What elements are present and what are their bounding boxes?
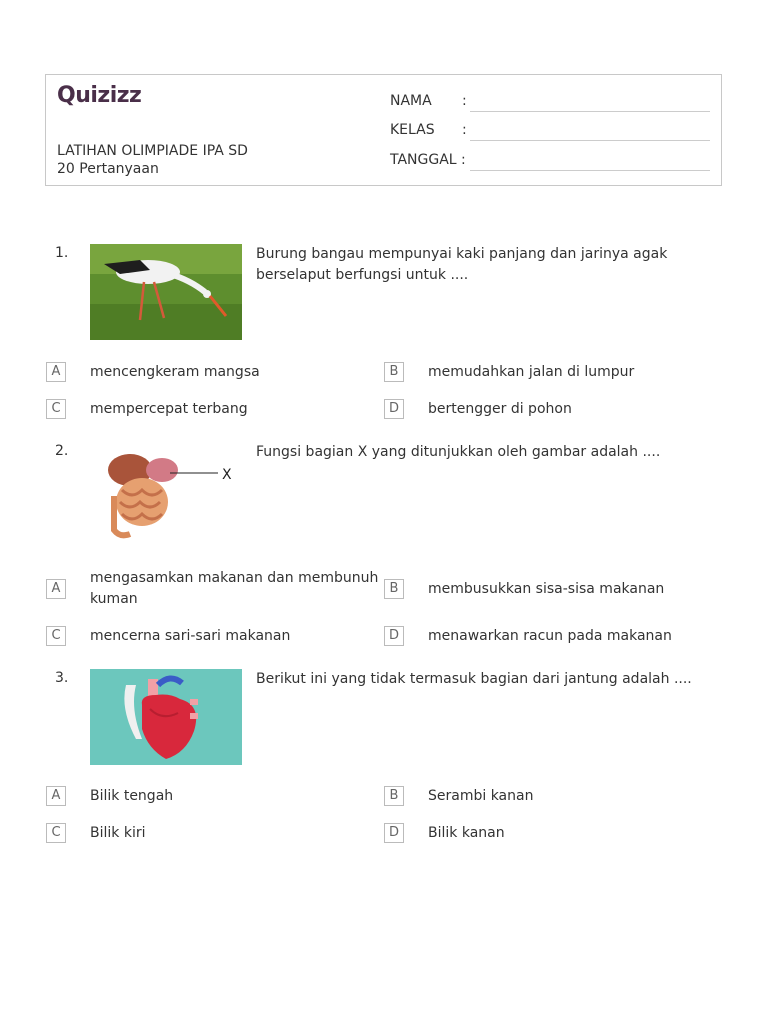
option-b-text[interactable]: membusukkan sisa-sisa makanan (428, 581, 665, 597)
option-d-text[interactable]: Bilik kanan (428, 825, 505, 841)
question-text: Berikut ini yang tidak termasuk bagian dari jantung adalah .... (256, 671, 692, 687)
heart-image (90, 669, 242, 765)
question-text: Burung bangau mempunyai kaki panjang dan jarinya agak berselaput berfungsi untuk .... (256, 246, 668, 283)
class-field (390, 122, 710, 142)
option-c-text[interactable]: mempercepat terbang (90, 401, 248, 417)
class-line (470, 140, 710, 141)
option-d-box[interactable]: D (384, 399, 404, 419)
option-c-box[interactable]: C (46, 399, 66, 419)
worksheet-header (45, 74, 722, 186)
class-label: KELAS (390, 122, 435, 138)
question-number: 2. (55, 443, 69, 459)
date-field (390, 152, 710, 172)
option-d-text[interactable]: menawarkan racun pada makanan (428, 628, 672, 644)
option-d-text[interactable]: bertengger di pohon (428, 401, 572, 417)
quiz-title: LATIHAN OLIMPIADE IPA SD (57, 143, 248, 159)
option-d-box[interactable]: D (384, 626, 404, 646)
option-a-box[interactable]: A (46, 579, 66, 599)
option-c-box[interactable]: C (46, 626, 66, 646)
question-number: 3. (55, 670, 69, 686)
option-c-box[interactable]: C (46, 823, 66, 843)
question-count: 20 Pertanyaan (57, 161, 159, 177)
date-line (470, 170, 710, 171)
name-line (470, 111, 710, 112)
option-b-text[interactable]: memudahkan jalan di lumpur (428, 364, 635, 380)
option-a-box[interactable]: A (46, 362, 66, 382)
question-text: Fungsi bagian X yang ditunjukkan oleh gambar adalah .... (256, 444, 661, 460)
class-colon: : (462, 122, 467, 138)
option-a-text[interactable]: mengasamkan makanan dan membunuh kuman (90, 570, 379, 607)
option-c-text[interactable]: mencerna sari-sari makanan (90, 628, 291, 644)
name-label: NAMA (390, 93, 432, 109)
x-label: X (222, 467, 232, 483)
option-d-box[interactable]: D (384, 823, 404, 843)
option-b-box[interactable]: B (384, 579, 404, 599)
digestive-system-image (90, 440, 242, 548)
name-colon: : (462, 93, 467, 109)
option-c-text[interactable]: Bilik kiri (90, 825, 146, 841)
question-number: 1. (55, 245, 69, 261)
option-a-text[interactable]: mencengkeram mangsa (90, 364, 260, 380)
name-field (390, 93, 710, 113)
date-label: TANGGAL : (390, 152, 466, 168)
quizizz-logo: Quizizz (57, 83, 142, 108)
stork-bird-image (90, 244, 242, 340)
option-b-text[interactable]: Serambi kanan (428, 788, 534, 804)
option-a-text[interactable]: Bilik tengah (90, 788, 174, 804)
option-b-box[interactable]: B (384, 786, 404, 806)
option-a-box[interactable]: A (46, 786, 66, 806)
option-b-box[interactable]: B (384, 362, 404, 382)
